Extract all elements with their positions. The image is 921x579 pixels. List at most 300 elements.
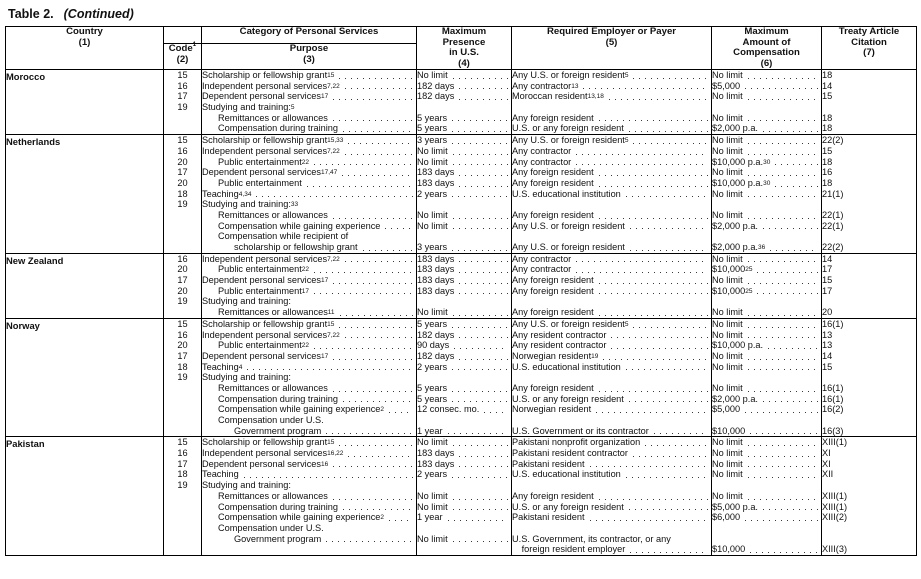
code-text: 19 [177,296,188,307]
presence-text: No limit [417,220,448,231]
citation-text: XIII(1) [822,437,848,448]
citation-line [822,307,916,318]
dotted-leader [484,412,508,413]
dotted-leader [256,196,413,197]
presence-line [417,330,511,341]
citation-text: 17 [822,264,833,275]
amount-text: $10,000 [712,544,746,555]
dotted-leader [768,348,818,349]
dotted-leader [453,164,508,165]
dotted-leader [748,196,818,197]
citation-text: 22(2) [822,135,844,146]
purpose-text: Teaching [202,361,239,372]
header-max-amount: Maximum Amount of Compensation (6) [712,27,822,70]
dotted-leader [339,327,413,328]
citation-text: 14 [822,253,833,264]
amount-line [712,275,821,286]
purpose-line: Teaching $^{4,34}$ [202,189,416,200]
dotted-leader [345,88,413,89]
citation-line [822,544,916,555]
country-section [6,135,917,254]
presence-line [417,221,511,232]
employer-line [512,254,711,265]
employer-text: Norwegian resident [512,404,592,415]
amount-text: No limit [712,253,743,264]
amount-line [712,426,821,437]
dotted-leader [599,391,708,392]
citation-line [822,383,916,394]
presence-text: 5 years [417,318,448,329]
purpose-text: Scholarship or fellowship grant [202,135,328,146]
citation-text: 16(3) [822,425,844,436]
citation-text: 13 [822,329,833,340]
code-line [164,534,201,545]
citation-text: 17 [822,285,833,296]
citation-text: XI [822,448,831,459]
dotted-leader [326,541,413,542]
dotted-leader [385,228,413,229]
citation-line [822,426,916,437]
citation-line [822,512,916,523]
dotted-leader [745,412,818,413]
amount-line [712,135,821,146]
code-line [164,254,201,265]
dotted-leader [452,196,508,197]
code-cell [164,135,202,254]
citation-cell [822,135,917,254]
code-text: 18 [177,188,188,199]
dotted-leader [459,261,508,262]
citation-text: 18 [822,70,833,80]
dotted-leader [611,348,708,349]
dotted-leader [459,283,508,284]
dotted-leader [626,196,708,197]
amount-text: No limit [712,70,743,80]
dotted-leader [599,186,708,187]
country-cell [6,135,164,254]
citation-text: 16(1) [822,318,844,329]
dotted-leader [389,412,413,413]
employer-text: Any foreign resident [512,112,594,123]
purpose-line [202,415,416,426]
amount-text: No limit [712,112,743,123]
dotted-leader [576,261,708,262]
dotted-leader [748,315,818,316]
amount-line [712,102,821,113]
code-text: 17 [177,91,188,102]
purpose-line: Public entertainment $^{17}$ [202,286,416,297]
employer-text: Any U.S. or foreign resident [512,220,625,231]
citation-line [822,502,916,513]
employer-text: Pakistani resident [512,512,585,523]
presence-line [417,199,511,210]
presence-text: No limit [417,437,448,448]
amount-text: No limit [712,307,743,318]
employer-line [512,394,711,405]
amount-text: No limit [712,329,743,340]
presence-text: 1 year [417,425,443,436]
purpose-cell [202,70,417,135]
citation-text: 18 [822,112,833,123]
purpose-line [202,523,416,534]
dotted-leader [345,337,413,338]
dotted-leader [314,164,413,165]
code-line [164,178,201,189]
dotted-leader [576,272,708,273]
purpose-text: Scholarship or fellowship grant [202,70,328,80]
dotted-leader [453,78,508,79]
amount-line [712,146,821,157]
code-line [164,307,201,318]
code-line [164,146,201,157]
employer-line [512,167,711,178]
purpose-text: Independent personal services [202,448,328,459]
purpose-cell [202,135,417,254]
purpose-cell [202,318,417,437]
amount-line [712,523,821,534]
code-line [164,286,201,297]
purpose-line: Public entertainment $^{22}$ [202,340,416,351]
employer-line [512,383,711,394]
presence-line [417,296,511,307]
citation-line [822,264,916,275]
code-text: 17 [177,275,188,286]
presence-line [417,544,511,555]
employer-line [512,242,711,253]
dotted-leader [748,359,818,360]
employer-text: Any U.S. or foreign resident [512,318,625,329]
employer-line [512,210,711,221]
code-line [164,469,201,480]
code-line [164,340,201,351]
presence-text: No limit [417,501,448,512]
amount-line [712,512,821,523]
code-line [164,296,201,307]
citation-line [822,70,916,81]
code-line [164,189,201,200]
dotted-leader [452,120,508,121]
dotted-leader [389,520,413,521]
dotted-leader [763,401,818,402]
purpose-text: Remittances or allowances [218,307,328,318]
employer-line [512,307,711,318]
employer-cell [512,318,712,437]
dotted-leader [599,499,708,500]
purpose-line: Public entertainment $^{22}$ [202,264,416,275]
dotted-leader [448,433,508,434]
amount-line [712,189,821,200]
amount-text: No limit [712,318,743,329]
dotted-leader [583,88,708,89]
dotted-leader [363,250,413,251]
employer-line [512,534,711,545]
citation-line [822,319,916,330]
amount-text: $5,000 p.a. [712,501,758,512]
dotted-leader [748,99,818,100]
purpose-line [202,544,416,555]
purpose-cell [202,253,417,318]
employer-line [512,275,711,286]
presence-line [417,113,511,124]
purpose-line [202,296,416,307]
dotted-leader [333,120,413,121]
citation-line [822,123,916,134]
dotted-leader [342,175,413,176]
presence-text: 2 years [417,361,448,372]
dotted-leader [333,466,413,467]
code-text: 20 [177,177,188,188]
amount-line [712,502,821,513]
purpose-line [202,231,416,242]
employer-text: Any foreign resident [512,167,594,178]
amount-text: No limit [712,209,743,220]
employer-line [512,330,711,341]
dotted-leader [333,283,413,284]
amount-text: $2,000 p.a. [712,220,758,231]
presence-line [417,189,511,200]
dotted-leader [333,218,413,219]
dotted-leader [459,99,508,100]
citation-text: 16(1) [822,393,844,404]
dotted-leader [748,327,818,328]
code-line [164,415,201,426]
citation-text: 15 [822,91,833,102]
employer-cell [512,70,712,135]
amount-text: No limit [712,145,743,156]
employer-text: U.S. Government, its contractor, or any [512,533,671,544]
citation-line [822,178,916,189]
purpose-text: Compensation while recipient of [218,231,349,242]
code-line [164,544,201,555]
presence-text: No limit [417,156,448,167]
citation-cell [822,318,917,437]
citation-text: XIII(1) [822,501,848,512]
citation-line [822,469,916,480]
purpose-line [202,113,416,124]
dotted-leader [314,272,413,273]
code-text: 16 [177,448,188,459]
employer-line [512,157,711,168]
dotted-leader [452,477,508,478]
dotted-leader [763,228,818,229]
country-name: Netherlands [6,136,61,148]
dotted-leader [452,391,508,392]
purpose-text: Independent personal services [202,80,328,91]
code-cell [164,70,202,135]
presence-line [417,123,511,134]
dotted-leader [748,391,818,392]
dotted-leader [748,120,818,121]
amount-text: $10,000 p.a. [712,156,764,167]
amount-line [712,394,821,405]
code-text: 15 [177,318,188,329]
employer-text: Any U.S. or foreign resident [512,135,625,146]
presence-text: 90 days [417,340,450,351]
header-code: Code$^1$ (2) [164,44,202,70]
presence-line [417,275,511,286]
dotted-leader [596,412,708,413]
purpose-line: Dependent personal services $^{16}$ [202,459,416,470]
purpose-text: Scholarship or fellowship grant [202,318,328,329]
code-line [164,135,201,146]
employer-line [512,189,711,200]
amount-text: $10,000 [712,425,746,436]
citation-text: XIII(2) [822,512,848,523]
code-text: 19 [177,480,188,491]
dotted-leader [448,520,508,521]
code-line [164,319,201,330]
amount-text: No limit [712,437,743,448]
dotted-leader [452,131,508,132]
purpose-line: Public entertainment $^{22}$ [202,157,416,168]
dotted-leader [748,283,818,284]
presence-text: 183 days [417,448,455,459]
amount-line [712,210,821,221]
dotted-leader [630,552,708,553]
purpose-text: Independent personal services [202,145,328,156]
presence-line [417,340,511,351]
employer-text: Any U.S. or foreign resident [512,70,625,80]
purpose-text: Government program [234,425,322,436]
purpose-text: Teaching [202,469,239,480]
dotted-leader [454,348,508,349]
presence-text: 5 years [417,123,448,134]
dotted-leader [452,143,508,144]
purpose-line: Scholarship or fellowship grant $^{15,33}$ [202,135,416,146]
citation-line [822,340,916,351]
presence-line [417,437,511,448]
header-required-employer: Required Employer or Payer (5) [512,27,712,70]
citation-text: 18 [822,156,833,167]
dotted-leader [775,186,818,187]
citation-line [822,286,916,297]
dotted-leader [453,499,508,500]
amount-line: $10,000 p.a. $^{30}$ [712,157,821,168]
presence-text: 183 days [417,458,455,469]
citation-text: 16(2) [822,404,844,415]
code-line [164,448,201,459]
amount-text: $2,000 p.a. [712,123,758,134]
code-line [164,70,201,81]
code-line [164,221,201,232]
dotted-leader [453,218,508,219]
dotted-leader [340,315,413,316]
amount-line: $10,000 $^{25}$ [712,264,821,275]
dotted-leader [633,327,708,328]
country-section [6,70,917,135]
dotted-leader [626,477,708,478]
citation-text: 16 [822,167,833,178]
employer-line [512,178,711,189]
dotted-leader [453,541,508,542]
citation-line [822,135,916,146]
dotted-leader [453,315,508,316]
purpose-text: Public entertainment [218,177,302,188]
dotted-leader [345,261,413,262]
purpose-text: Dependent personal services [202,167,321,178]
amount-line [712,469,821,480]
presence-text: 12 consec. mo. [417,404,480,415]
presence-text: No limit [417,533,448,544]
dotted-leader [633,143,708,144]
citation-line [822,231,916,242]
presence-text: 183 days [417,253,455,264]
code-text: 16 [177,329,188,340]
amount-text: $10,000 p.a. [712,177,764,188]
purpose-text: Public entertainment [218,264,302,275]
employer-line: Any U.S. or foreign resident $^5$ [512,70,711,81]
amount-text: No limit [712,167,743,178]
country-section [6,253,917,318]
purpose-line [202,426,416,437]
dotted-leader [345,154,413,155]
citation-line [822,404,916,415]
purpose-line [202,469,416,480]
dotted-leader [314,293,413,294]
amount-text: $2,000 p.a. [712,242,758,252]
dotted-leader [307,186,413,187]
purpose-text: Dependent personal services [202,91,321,102]
employer-text: U.S. or any foreign resident [512,393,624,404]
citation-line [822,102,916,113]
dotted-leader [748,143,818,144]
code-line [164,437,201,448]
presence-line [417,307,511,318]
presence-line [417,372,511,383]
employer-text: Any U.S. or foreign resident [512,242,625,252]
presence-text: 2 years [417,188,448,199]
amount-text: $10,000 p.a. [712,340,764,351]
citation-text: 22(1) [822,220,844,231]
amount-line [712,113,821,124]
dotted-leader [339,445,413,446]
amount-line [712,372,821,383]
presence-line [417,319,511,330]
employer-line: Norwegian resident $^{19}$ [512,351,711,362]
employer-cell [512,135,712,254]
presence-cell [417,135,512,254]
employer-text: Any contractor [512,253,572,264]
table-title-continued: (Continued) [63,7,134,21]
employer-line [512,480,711,491]
presence-text: 183 days [417,275,455,286]
dotted-leader [459,359,508,360]
purpose-text: Independent personal services [202,329,328,340]
presence-line [417,394,511,405]
dotted-leader [333,359,413,360]
header-category-spanner: Category of Personal Services [202,27,417,44]
header-treaty-citation: Treaty Article Citation (7) [822,27,917,70]
dotted-leader [576,154,708,155]
dotted-leader [763,509,818,510]
purpose-line: Dependent personal services $^{17}$ [202,91,416,102]
code-line [164,210,201,221]
presence-text: No limit [417,209,448,220]
code-text: 17 [177,350,188,361]
code-text: 18 [177,469,188,480]
dotted-leader [748,445,818,446]
amount-line [712,383,821,394]
presence-text: No limit [417,307,448,318]
employer-line: Any U.S. or foreign resident $^5$ [512,319,711,330]
employer-text: Any resident contractor [512,340,607,351]
citation-line [822,199,916,210]
purpose-text: Teaching [202,188,239,199]
citation-line [822,459,916,470]
employer-line [512,286,711,297]
purpose-text: Remittances or allowances [218,209,328,220]
employer-line [512,426,711,437]
